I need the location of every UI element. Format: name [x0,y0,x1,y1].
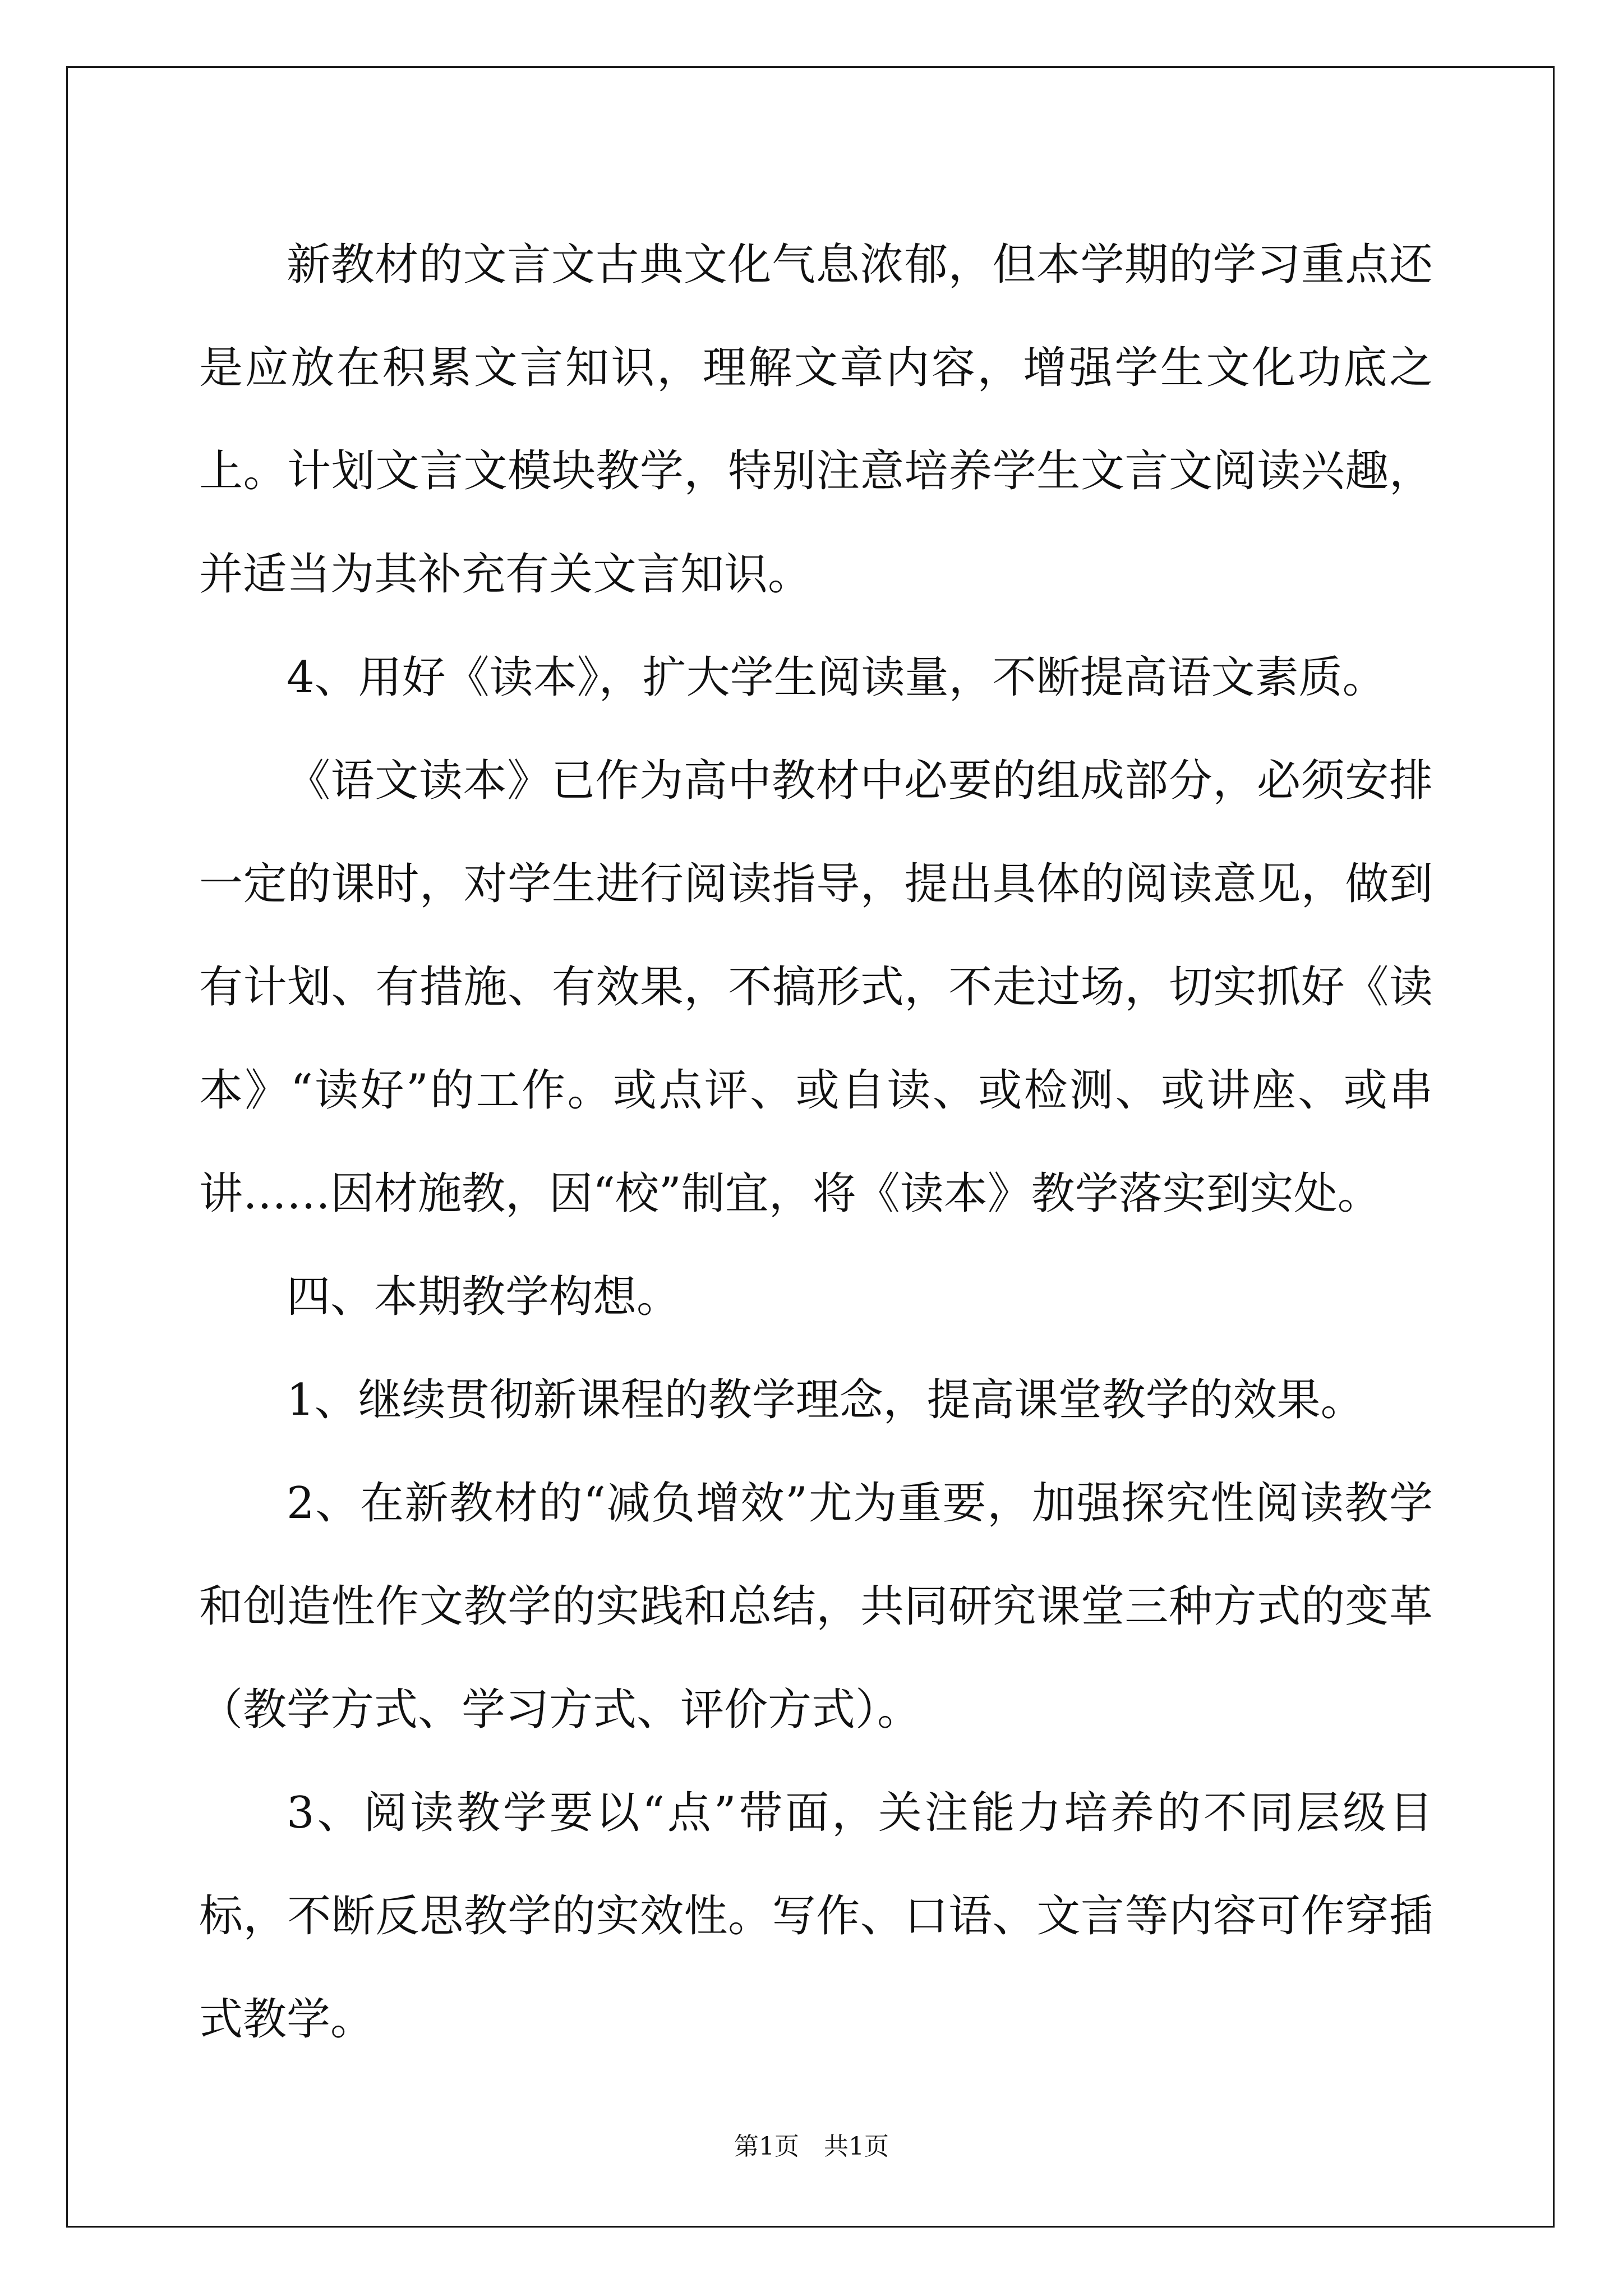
paragraph-item-1: 1、继续贯彻新课程的教学理念，提高课堂教学的效果。 [287,1375,1364,1425]
page-footer [0,2126,1623,2162]
paragraph-item-3: 3、阅读教学要以“点”带面，关注能力培养的不同层级目标，不断反思教学的实效性。写作、口语、文言等内容可作穿插式教学。 [199,1788,1433,2045]
paragraph-item-2: 2、在新教材的“减负增效”尤为重要，加强探究性阅读教学和创造性作文教学的实践和总结，共同研究课堂三种方式的变革（教学方式、学习方式、评价方式）。 [199,1478,1433,1735]
paragraph-classical-chinese: 新教材的文言文古典文化气息浓郁，但本学期的学习重点还是应放在积累文言知识，理解文章内容，增强学生文化功底之上。计划文言文模块教学，特别注意培养学生文言文阅读兴趣，并适当为其补充有关文言知识。 [199,240,1433,600]
page-total: 共1页 [824,2132,889,2161]
page-number: 第1页 [734,2132,799,2161]
document-body [199,213,1433,2071]
section-heading-teaching-ideas: 四、本期教学构想。 [287,1272,681,1322]
paragraph-reader-body: 《语文读本》已作为高中教材中必要的组成部分，必须安排一定的课时，对学生进行阅读指导，提出具体的阅读意见，做到有计划、有措施、有效果，不搞形式，不走过场，切实抓好《读本》“读好”的工作。或点评、或自读、或检测、或讲座、或串讲……因材施教，因“校”制宜，将《读本》教学落实到实处。 [199,756,1433,1219]
paragraph-reader-heading: 4、用好《读本》，扩大学生阅读量，不断提高语文素质。 [287,652,1386,703]
